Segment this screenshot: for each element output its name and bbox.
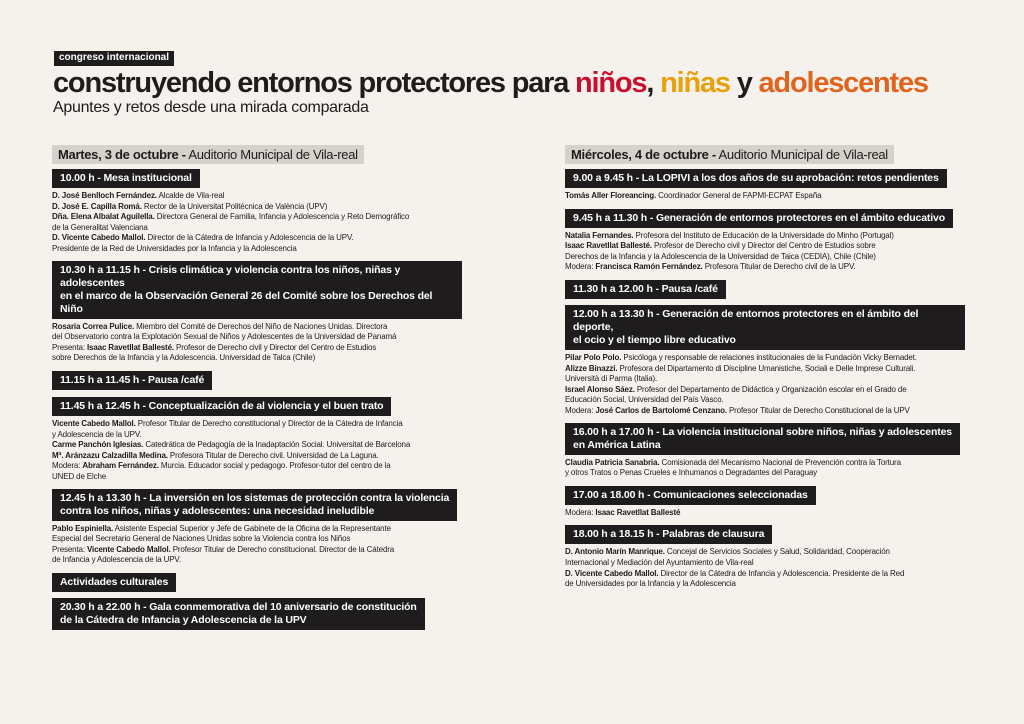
session-conceptualization — [52, 396, 462, 483]
session-lopivi — [565, 168, 965, 202]
event-tag: congreso internacional — [54, 51, 174, 66]
session-title: 12.45 h a 13.30 h - La inversión en los sistemas de protección contra la violencia contra los niños, niñas y adolescentes: una necesidad ineludible — [52, 489, 457, 521]
session-education — [565, 208, 965, 273]
session-sport — [565, 305, 965, 417]
session-speakers: Natalia Fernandes. Profesora del Instituto de Educación de la Universidade do Minho (Portugal) Isaac Ravetllat Ballesté. Profesor de Derecho civil y Director del Centro de Estudios sobre Derechos de la Infancia y la Adolescencia de la Universidad de Taica (CEDIA), Chile (Chile) Modera: Francisca Ramón Fernández. Profesora Titular de Derecho civil de la UPV. — [565, 230, 894, 272]
session-speakers: D. José Benlloch Fernández. Alcalde de Vila-real D. José E. Capilla Romá. Rector de la Universitat Politècnica de València (UPV) Dña. Elena Albalat Aguilella. Directora General de Familia, Infancia y Adolescencia y Reto Demográfico de la Generalitat Valenciana D. Vicente Cabedo Mallol. Director de la Cátedra de Infancia y Adolescencia de la UPV. Presidente de la Red de Universidades por la Infancia y la Adolescencia — [52, 191, 410, 253]
day-1-column — [52, 145, 462, 636]
session-title: 20.30 h a 22.00 h - Gala conmemorativa del 10 aniversario de constitución de la Cátedra de Infancia y Adolescencia de la UPV — [52, 598, 425, 630]
session-speakers: D. Antonio Marín Manrique. Concejal de Servicios Sociales y Salud, Solidaridad, Cooperación Internacional y Mediación del Ayuntamiento de Vila-real D. Vicente Cabedo Mallol. Director de la Cátedra de Infancia y Adolescencia. Presidente de la Red de Universidades por la Infancia y la Adolescencia — [565, 547, 905, 589]
session-title: 12.00 h a 13.30 h - Generación de entornos protectores en el ámbito del deporte, el ocio y el tiempo libre educativo — [565, 305, 965, 350]
session-title: 10.00 h - Mesa institucional — [52, 169, 200, 188]
session-speakers: Claudia Patricia Sanabria. Comisionada del Mecanismo Nacional de Prevención contra la Tortura y otros Tratos o Penas Crueles e Inhumanos o Degradantes del Paraguay — [565, 457, 901, 478]
session-title: Actividades culturales — [52, 573, 176, 592]
session-title: 10.30 h a 11.15 h - Crisis climática y violencia contra los niños, niñas y adolescentes en el marco de la Observación General 26 del Comité sobre los Derechos del Niño — [52, 261, 462, 319]
session-title: 9.00 a 9.45 h - La LOPIVI a los dos años de su aprobación: retos pendientes — [565, 169, 947, 188]
session-title: 11.30 h a 12.00 h - Pausa /café — [565, 280, 726, 299]
session-break — [565, 279, 965, 299]
day-2-column — [565, 145, 965, 596]
session-speakers: Rosaria Correa Pulice. Miembro del Comité de Derechos del Niño de Naciones Unidas. Directora del Observatorio contra la Explotación Sexual de Niños y Adolescentes de la Universidad de Panamá Presenta: Isaac Ravetllat Ballesté. Profesor de Derecho civil y Director del Centro de Estudios sobre Derechos de la Infancia y la Adolescencia. Universidad de Talca (Chile) — [52, 321, 397, 363]
title-adolescentes: adolescentes — [758, 67, 928, 99]
page-subtitle: Apuntes y retos desde una mirada comparada — [53, 99, 369, 116]
session-speakers: Tomás Aller Floreancing. Coordinador General de FAPMI-ECPAT España — [565, 191, 822, 200]
session-break — [52, 370, 462, 390]
session-institutional-violence — [565, 423, 965, 479]
session-climate — [52, 261, 462, 364]
session-title: 16.00 h a 17.00 h - La violencia institucional sobre niños, niñas y adolescentes en América Latina — [565, 423, 960, 455]
session-title: 11.45 h a 12.45 h - Conceptualización de al violencia y el buen trato — [52, 397, 391, 416]
session-cultural — [52, 572, 462, 592]
title-ninas: niñas — [660, 67, 730, 99]
session-title: 11.15 h a 11.45 h - Pausa /café — [52, 371, 212, 390]
day-2-header: Miércoles, 4 de octubre - Auditorio Municipal de Vila-real — [565, 145, 894, 164]
session-title: 9.45 h a 11.30 h - Generación de entornos protectores en el ámbito educativo — [565, 209, 953, 228]
session-opening — [52, 168, 462, 255]
session-investment — [52, 489, 462, 566]
session-speakers: Vicente Cabedo Mallol. Profesor Titular de Derecho constitucional y Director de la Cátedra de Infancia y Adolescencia de la UPV. Carme Panchón Iglesias. Catedrática de Pedagogía de la Inadaptación Social. Universitat de Barcelona Mª. Aránzazu Calzadilla Medina. Profesora Titular de Derecho civil. Universidad de La Laguna. Modera: Abraham Fernández. Murcia. Educador social y pedagogo. Profesor-tutor del centro de la UNED de Elche — [52, 418, 411, 481]
page-title: construyendo entornos protectores para niños, niñas y adolescentes — [53, 67, 928, 99]
session-gala — [52, 598, 462, 630]
session-speakers: Modera: Isaac Ravetllat Ballesté — [565, 507, 681, 517]
session-title: 18.00 h a 18.15 h - Palabras de clausura — [565, 525, 772, 544]
title-ninos: niños — [575, 67, 647, 99]
day-1-header: Martes, 3 de octubre - Auditorio Municipal de Vila-real — [52, 145, 364, 164]
session-communications — [565, 485, 965, 519]
session-title: 17.00 a 18.00 h - Comunicaciones seleccionadas — [565, 486, 816, 505]
session-speakers: Pilar Polo Polo. Psicóloga y responsable de relaciones institucionales de la Fundación Vicky Bernadet. Alizze Binazzi. Profesora del Dipartamento di Discipline Umanistiche, Sociali e Delle Imprese Culturali. Università di Parma (Italia). Israel Alonso Sáez. Profesor del Departamento de Didáctica y Organización escolar en el Grado de Educación Social, Universidad del País Vasco. Modera: José Carlos de Bartolomé Cenzano. Profesor Titular de Derecho Constitucional de la UPV — [565, 352, 917, 415]
session-closing — [565, 524, 965, 589]
session-speakers: Pablo Espiniella. Asistente Especial Superior y Jefe de Gabinete de la Oficina de la Representante Especial del Secretario General de Naciones Unidas sobre la Violencia contra los Niños Presenta: Vicente Cabedo Mallol. Profesor Titular de Derecho constitucional. Director de la Cátedra de Infancia y Adolescencia de la UPV. — [52, 523, 395, 565]
